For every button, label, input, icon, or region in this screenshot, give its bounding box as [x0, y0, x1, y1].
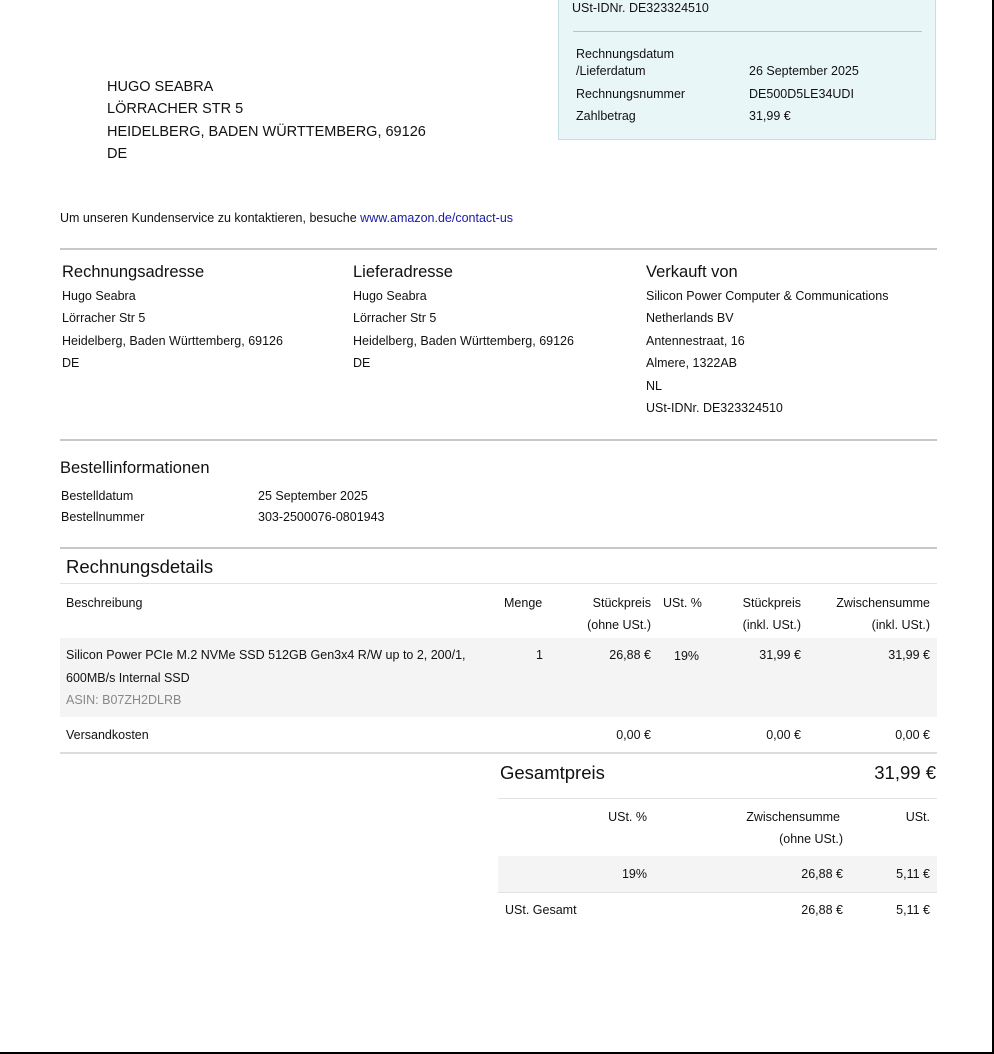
contact-text: Um unseren Kundenservice zu kontaktieren, besuche	[60, 211, 361, 225]
vat-row-rate: 19%	[621, 867, 647, 881]
divider	[60, 583, 937, 584]
divider	[60, 439, 937, 441]
info-value-invoice-number: DE500D5LE34UDI	[749, 87, 854, 101]
order-title: Bestellinformationen	[60, 459, 210, 477]
item-quantity: 1	[536, 648, 543, 662]
info-label-invoice-date-1: Rechnungsdatum	[576, 47, 674, 61]
seller-title: Verkauft von	[646, 263, 738, 281]
contact-link[interactable]: www.amazon.de/contact-us	[360, 211, 514, 225]
header-description: Beschreibung	[66, 596, 143, 610]
order-date-label: Bestelldatum	[61, 489, 134, 503]
vat-row-vat: 5,11 €	[896, 867, 930, 881]
order-number-label: Bestellnummer	[61, 510, 145, 524]
billing-line: DE	[62, 356, 80, 370]
header-subtotal-1: Zwischensumme	[836, 596, 930, 610]
seller-line: Silicon Power Computer & Communications	[646, 289, 889, 303]
vat-total-subtotal: 26,88 €	[801, 903, 843, 917]
billing-line: Hugo Seabra	[62, 289, 136, 303]
billing-title: Rechnungsadresse	[62, 263, 205, 281]
shipping-line: Hugo Seabra	[353, 289, 427, 303]
recipient-name: HUGO SEABRA	[107, 79, 214, 95]
invoice-info-box	[558, 0, 936, 140]
item-subtotal: 31,99 €	[888, 648, 930, 662]
info-value-invoice-date: 26 September 2025	[749, 64, 859, 78]
info-label-amount: Zahlbetrag	[576, 109, 636, 123]
shipping-line: DE	[353, 356, 371, 370]
info-label-invoice-number: Rechnungsnummer	[576, 87, 686, 101]
header-unit-gross-2: (inkl. USt.)	[742, 618, 801, 632]
vat-total-label: USt. Gesamt	[505, 903, 577, 917]
header-vat: USt. %	[663, 596, 702, 610]
divider	[498, 798, 937, 799]
item-unit-gross: 31,99 €	[759, 648, 801, 662]
vat-header-subtotal-1: Zwischensumme	[746, 810, 840, 824]
info-label-invoice-date-2: /Lieferdatum	[576, 64, 646, 78]
seller-line: USt-IDNr. DE323324510	[646, 401, 783, 415]
vat-header-subtotal-2: (ohne USt.)	[779, 832, 843, 846]
item-asin: ASIN: B07ZH2DLRB	[66, 693, 182, 707]
info-value-amount: 31,99 €	[749, 109, 791, 123]
shipping-cost-unit-net: 0,00 €	[616, 728, 651, 742]
billing-line: Lörracher Str 5	[62, 311, 146, 325]
seller-line: Almere, 1322AB	[646, 356, 738, 370]
shipping-line: Lörracher Str 5	[353, 311, 437, 325]
divider	[60, 248, 937, 250]
header-subtotal-2: (inkl. USt.)	[871, 618, 930, 632]
billing-line: Heidelberg, Baden Württemberg, 69126	[62, 334, 283, 348]
header-unit-gross-1: Stückpreis	[742, 596, 801, 610]
item-desc-line2: 600MB/s Internal SSD	[66, 671, 190, 685]
recipient-city: HEIDELBERG, BADEN WÜRTTEMBERG, 69126	[107, 124, 426, 140]
item-unit-net: 26,88 €	[609, 648, 651, 662]
shipping-cost-subtotal: 0,00 €	[895, 728, 930, 742]
recipient-street: LÖRRACHER STR 5	[107, 101, 244, 117]
item-vat: 19%	[674, 649, 700, 663]
total-value: 31,99 €	[874, 762, 936, 783]
recipient-country: DE	[107, 146, 128, 162]
vat-header-vat: USt.	[905, 810, 930, 824]
order-date-value: 25 September 2025	[258, 489, 368, 503]
header-unit-net-1: Stückpreis	[592, 596, 651, 610]
order-number-value: 303-2500076-0801943	[258, 510, 385, 524]
divider	[60, 752, 937, 754]
vat-total-vat: 5,11 €	[896, 903, 930, 917]
shipping-cost-unit-gross: 0,00 €	[766, 728, 801, 742]
divider	[498, 892, 937, 893]
info-vat-id: USt-IDNr. DE323324510	[572, 1, 709, 15]
vat-row-subtotal: 26,88 €	[801, 867, 843, 881]
shipping-cost-label: Versandkosten	[66, 728, 149, 742]
seller-line: Netherlands BV	[646, 311, 734, 325]
shipping-line: Heidelberg, Baden Württemberg, 69126	[353, 334, 574, 348]
header-unit-net-2: (ohne USt.)	[587, 618, 651, 632]
info-divider	[573, 31, 922, 32]
divider	[60, 547, 937, 549]
total-label: Gesamtpreis	[500, 762, 605, 783]
item-desc-line1: Silicon Power PCIe M.2 NVMe SSD 512GB Gen3x4 R/W up to 2, 200/1,	[66, 648, 466, 662]
details-title: Rechnungsdetails	[66, 556, 214, 577]
seller-line: Antennestraat, 16	[646, 334, 745, 348]
seller-line: NL	[646, 379, 662, 393]
header-quantity: Menge	[504, 596, 543, 610]
contact-line	[60, 211, 513, 225]
shipping-title: Lieferadresse	[353, 263, 453, 281]
vat-header-rate: USt. %	[608, 810, 647, 824]
